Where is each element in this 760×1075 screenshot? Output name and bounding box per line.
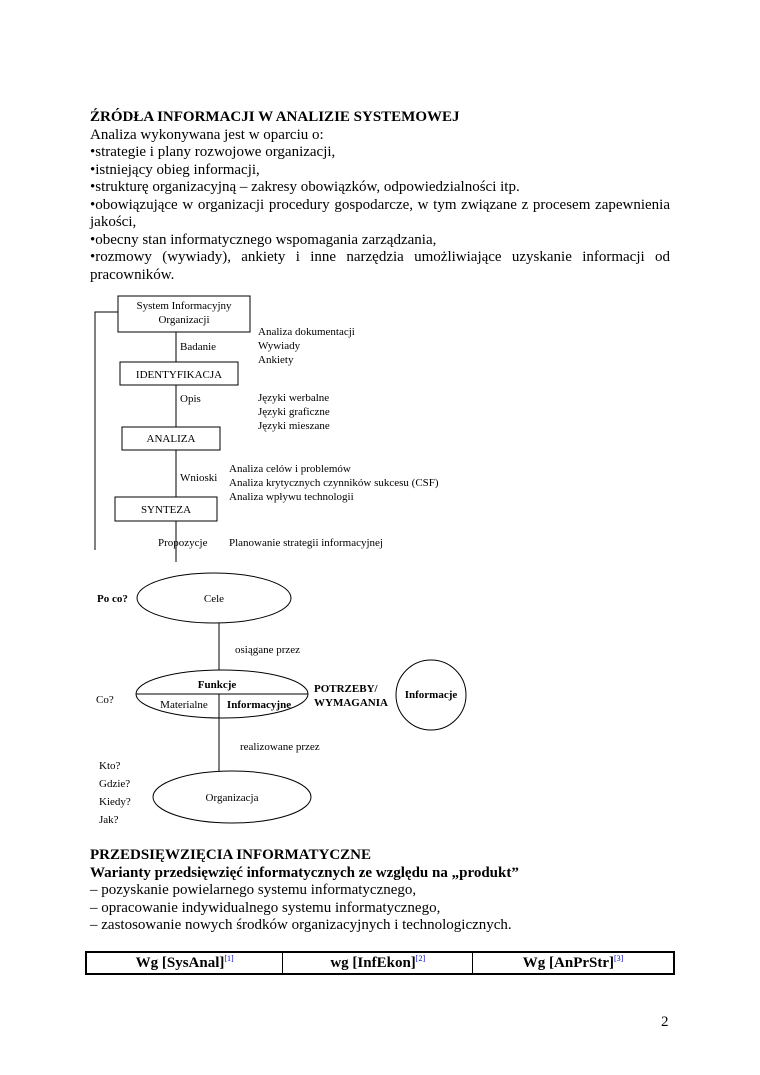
- list-item: •strukturę organizacyjną – zakresy obowiązków, odpowiedzialności itp.: [90, 179, 520, 195]
- header-label: Wg [SysAnal]: [135, 955, 225, 971]
- header-label: Wg [AnPrStr]: [522, 955, 615, 971]
- comparison-table: [85, 951, 675, 975]
- table-header-row: [86, 952, 674, 974]
- wymagania-label: WYMAGANIA: [314, 697, 388, 709]
- question-gdzie: Gdzie?: [99, 778, 131, 790]
- system-box-label: Organizacji: [158, 314, 210, 326]
- list-item: •obecny stan informatycznego wspomagania zarządzania,: [90, 231, 437, 248]
- analiza-label: ANALIZA: [146, 433, 196, 445]
- note-badanie: Ankiety: [258, 354, 294, 366]
- identyfikacja-label: IDENTYFIKACJA: [135, 369, 223, 381]
- realizowane-label: realizowane przez: [240, 741, 320, 753]
- informacje-label: Informacje: [404, 689, 458, 701]
- list-item: – zastosowanie nowych środków organizacyjnych i technologicznych.: [90, 917, 512, 933]
- potrzeby-label: POTRZEBY/: [314, 683, 378, 695]
- question-jak: Jak?: [99, 814, 119, 826]
- intro-text: Analiza wykonywana jest w oparciu o:: [90, 126, 324, 143]
- section-title-projects: PRZEDSIĘWZIĘCIA INFORMATYCZNE: [90, 847, 372, 863]
- organizacja-label: Organizacja: [205, 792, 259, 804]
- note-opis: Języki werbalne: [258, 392, 330, 404]
- footnote-link[interactable]: [2]: [415, 954, 426, 963]
- table-header-cell: [283, 952, 473, 974]
- note-wnioski: Analiza krytycznych czynników sukcesu (CSF): [229, 477, 439, 489]
- question-po-co: Po co?: [97, 593, 128, 605]
- materialne-label: Materialne: [160, 699, 208, 711]
- question-co: Co?: [96, 694, 114, 706]
- note-opis: Języki graficzne: [258, 406, 330, 418]
- note-badanie: Wywiady: [258, 340, 301, 352]
- note-propozycje: Planowanie strategii informacyjnej: [229, 537, 383, 549]
- list-item: •strategie i plany rozwojowe organizacji,: [90, 144, 336, 160]
- list-item: – opracowanie indywidualnego systemu informatycznego,: [90, 899, 441, 916]
- cele-label: Cele: [203, 593, 225, 605]
- osiagane-label: osiągane przez: [235, 644, 301, 656]
- table-header-cell: [473, 952, 674, 974]
- note-wnioski: Analiza celów i problemów: [229, 463, 351, 475]
- question-kiedy: Kiedy?: [99, 796, 131, 808]
- page-number: 2: [661, 1014, 669, 1030]
- informacyjne-label: Informacyjne: [226, 699, 292, 711]
- list-item: – pozyskanie powielarnego systemu informatycznego,: [90, 882, 417, 898]
- section-title-sources: ŹRÓDŁA INFORMACJI W ANALIZIE SYSTEMOWEJ: [90, 109, 460, 125]
- footnote-link[interactable]: [1]: [224, 954, 234, 963]
- table-header-cell: [86, 952, 283, 974]
- list-item: •rozmowy (wywiady), ankiety i inne narzędzia umożliwiające uzyskanie informacji od pracowników.: [90, 249, 670, 283]
- list-item: •istniejący obieg informacji,: [90, 161, 260, 178]
- note-wnioski: Analiza wpływu technologii: [229, 491, 354, 503]
- header-label: wg [InfEkon]: [330, 955, 416, 971]
- question-kto: Kto?: [99, 760, 121, 772]
- step-badanie: Badanie: [180, 341, 217, 353]
- note-badanie: Analiza dokumentacji: [258, 326, 355, 338]
- list-item: •obowiązujące w organizacji procedury gospodarcze, w tym związane z procesem zapewnienia jakości,: [90, 196, 670, 230]
- synteza-label: SYNTEZA: [140, 504, 192, 516]
- funkcje-label: Funkcje: [197, 679, 237, 691]
- system-box-label: System Informacyjny: [136, 300, 232, 312]
- footnote-link[interactable]: [3]: [614, 954, 624, 963]
- note-opis: Języki mieszane: [258, 420, 330, 432]
- step-wnioski: Wnioski: [180, 472, 218, 484]
- step-opis: Opis: [180, 393, 201, 405]
- section-subtitle: Warianty przedsięwzięć informatycznych ze względu na „produkt”: [90, 864, 519, 881]
- step-propozycje: Propozycje: [158, 537, 208, 549]
- section-projects: [90, 847, 680, 935]
